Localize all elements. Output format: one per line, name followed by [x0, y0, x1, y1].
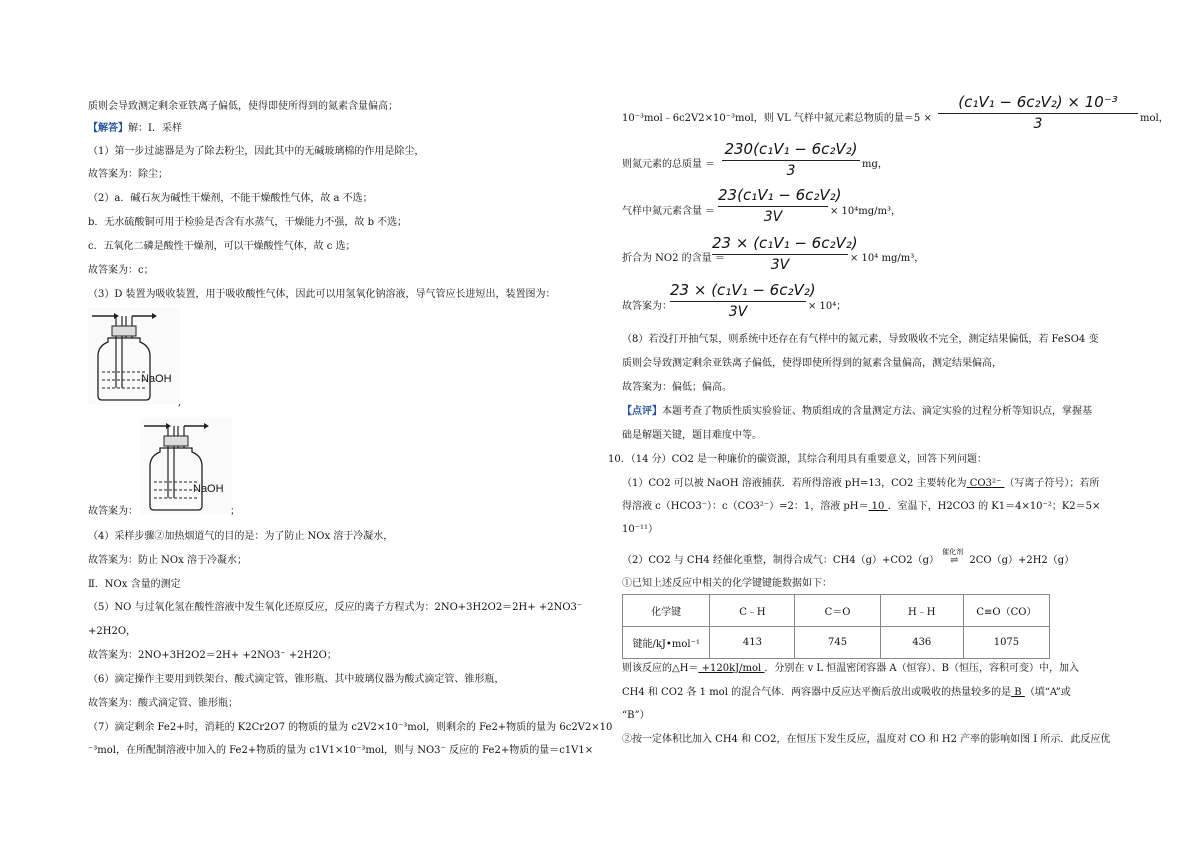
- text-line: Ⅱ．NOx 含量的测定: [88, 579, 181, 590]
- text-line: 故答案为：除尘；: [88, 169, 168, 180]
- text-line: ②按一定体积比加入 CH4 和 CO2，在恒压下发生反应，温度对 CO 和 H2 产率的影响如图 I 所示．此反应优: [622, 734, 1111, 745]
- text-line: × 10⁴ mg/m³，: [850, 253, 925, 264]
- text-line: “B”）: [622, 710, 650, 721]
- table-cell: 745: [795, 627, 880, 659]
- table-cell: 1075: [963, 627, 1049, 659]
- text-line: 故答案为：: [622, 301, 672, 312]
- text-line: 则该反应的△H＝ +120kJ/mol ．分别在 v L 恒温密闭容器 A（恒容）、B（恒压，容积可变）中，加入: [622, 663, 1079, 674]
- answer-blank: +120kJ/mol: [698, 663, 765, 674]
- table-row: [623, 627, 1050, 659]
- text-line: ①已知上述反应中相关的化学键键能数据如下：: [622, 578, 832, 589]
- fraction-formula: (c₁V₁ − 6c₂V₂) × 10⁻³ 3: [938, 93, 1138, 132]
- text-line: 【解答】解：Ⅰ．采样: [88, 123, 182, 134]
- table-row: [623, 595, 1050, 627]
- fraction-formula: 23 × (c₁V₁ − 6c₂V₂) 3V: [670, 281, 816, 320]
- text-line: （3）D 装置为吸收装置，用于吸收酸性气体，因此可以用氢氧化钠溶液，导气管应长进短出，装置图为：: [88, 289, 556, 300]
- answer-tag: 【解答】: [88, 123, 128, 134]
- text-line: （5）NO 与过氧化氢在酸性溶液中发生氧化还原反应，反应的离子方程式为：2NO+3H2O2＝2H+ +2NO3⁻: [88, 602, 583, 613]
- text-line: 则氮元素的总质量 ＝: [622, 159, 716, 170]
- text-line: （2）a．碱石灰为碱性干燥剂，不能干燥酸性气体，故 a 不选；: [88, 193, 373, 204]
- text-line: +2H2O，: [88, 626, 137, 637]
- fraction-formula: 230(c₁V₁ − 6c₂V₂) 3: [722, 140, 860, 179]
- text-line: 气样中氮元素含量 ＝: [622, 206, 716, 217]
- text-line: 故答案为：偏低；偏高。: [622, 382, 732, 393]
- text-line: ⁻³mol，在所配制溶液中加入的 Fe2+物质的量为 c1V1×10⁻³mol，则与 NO3⁻ 反应的 Fe2+物质的量＝c1V1×: [88, 745, 594, 756]
- text-line: （8）若没打开抽气泵，则系统中还存在有气样中的氮元素，导致吸收不完全，测定结果偏低，若 FeSO4 变: [622, 334, 1099, 345]
- text-line: （1）第一步过滤器是为了除去粉尘，因此其中的无碱玻璃棉的作用是除尘，: [88, 146, 425, 157]
- text-line: （6）滴定操作主要用到铁架台、酸式滴定管、锥形瓶、其中玻璃仪器为酸式滴定管、锥形瓶，: [88, 674, 505, 685]
- text-line: 故答案为：2NO+3H2O2＝2H+ +2NO3⁻ +2H2O；: [88, 650, 337, 661]
- comma-mark: ,: [178, 397, 182, 408]
- table-cell: 键能/kJ•mol⁻¹: [623, 627, 710, 659]
- text-line: （2）CO2 与 CH4 经催化重整，制得合成气：CH4（g）+CO2（g） 催化剂 ⇌ 2CO（g）+2H2（g）: [622, 548, 1075, 566]
- text-line: 质则会导致测定剩余亚铁离子偏低，使得即使所得到的氮素含量偏高，测定结果偏高，: [622, 358, 1002, 369]
- table-cell: 436: [880, 627, 963, 659]
- table-cell: 化学键: [623, 595, 710, 627]
- answer-blank: 10: [868, 501, 888, 512]
- text-line: 故答案为：酸式滴定管、锥形瓶；: [88, 698, 238, 709]
- naoh-label: NaOH: [193, 483, 224, 495]
- bond-energy-table: [622, 594, 1050, 659]
- fraction-formula: 23(c₁V₁ − 6c₂V₂) 3V: [718, 186, 842, 225]
- text-line: （1）CO2 可以被 NaOH 溶液捕获．若所得溶液 pH=13，CO2 主要转化为 CO3²⁻ （写离子符号）；若所: [622, 478, 1100, 489]
- table-cell: C＝O: [795, 595, 880, 627]
- text-line: 故答案为：c；: [88, 265, 154, 276]
- text-line: 得溶液 c（HCO3⁻）：c（CO3²⁻）=2：1，溶液 pH＝ 10 ．室温下，H2CO3 的 K1＝4×10⁻²；K2＝5×: [622, 501, 1101, 512]
- gas-washing-bottle-icon: [88, 308, 180, 404]
- text-line: 10⁻¹¹）: [622, 524, 659, 535]
- text-line: 故答案为：防止 NOx 溶于冷凝水；: [88, 555, 247, 566]
- text-line: × 10⁴mg/m³，: [830, 206, 902, 217]
- text-line: 折合为 NO2 的含量 ＝: [622, 253, 725, 264]
- text-line: 10⁻³mol﹣6c2V2×10⁻³mol，则 VL 气样中氮元素总物质的量＝5 ×: [622, 113, 932, 124]
- text-line: mg，: [862, 159, 888, 170]
- answer-blank: B: [1011, 687, 1025, 698]
- gas-washing-bottle-icon: [140, 418, 232, 514]
- text-line: （4）采样步骤②加热烟道气的目的是：为了防止 NOx 溶于冷凝水，: [88, 531, 394, 542]
- semicolon-mark: ；: [230, 506, 240, 517]
- table-cell: C≡O（CO）: [963, 595, 1049, 627]
- text-line: c．五氧化二磷是酸性干燥剂，可以干燥酸性气体，故 c 选；: [88, 241, 356, 252]
- text-line: 故答案为：: [88, 506, 138, 517]
- text-line: mol，: [1140, 113, 1169, 124]
- text-line: 质则会导致测定剩余亚铁离子偏低，使得即使所得到的氮素含量偏高；: [88, 101, 398, 112]
- text-line: 【点评】本题考查了物质性质实验验证、物质组成的含量测定方法、滴定实验的过程分析等知识点，掌握基: [622, 406, 1092, 417]
- naoh-label: NaOH: [141, 373, 172, 385]
- fraction-formula: 23 × (c₁V₁ − 6c₂V₂) 3V: [712, 234, 858, 273]
- text-line: 础是解题关键，题目难度中等。: [622, 430, 762, 441]
- comment-tag: 【点评】: [622, 406, 662, 417]
- text-line: b．无水硫酸铜可用于检验是否含有水蒸气，干燥能力不强，故 b 不选；: [88, 217, 408, 228]
- answer-blank: CO3²⁻: [966, 478, 1005, 489]
- table-cell: C﹣H: [710, 595, 795, 627]
- text-line: CH4 和 CO2 各 1 mol 的混合气体．两容器中反应达平衡后放出或吸收的热量较多的是 B （填“A”或: [622, 687, 1071, 698]
- table-cell: H﹣H: [880, 595, 963, 627]
- catalyst-arrow: 催化剂 ⇌: [942, 548, 964, 566]
- table-cell: 413: [710, 627, 795, 659]
- text-line: × 10⁴；: [808, 301, 847, 312]
- question-heading: 10．（14 分）CO2 是一种廉价的碳资源，其综合利用具有重要意义，回答下列问题：: [608, 454, 988, 465]
- text-line: （7）滴定剩余 Fe2+时，消耗的 K2Cr2O7 的物质的量为 c2V2×10⁻³mol，则剩余的 Fe2+物质的量为 6c2V2×10: [88, 722, 613, 733]
